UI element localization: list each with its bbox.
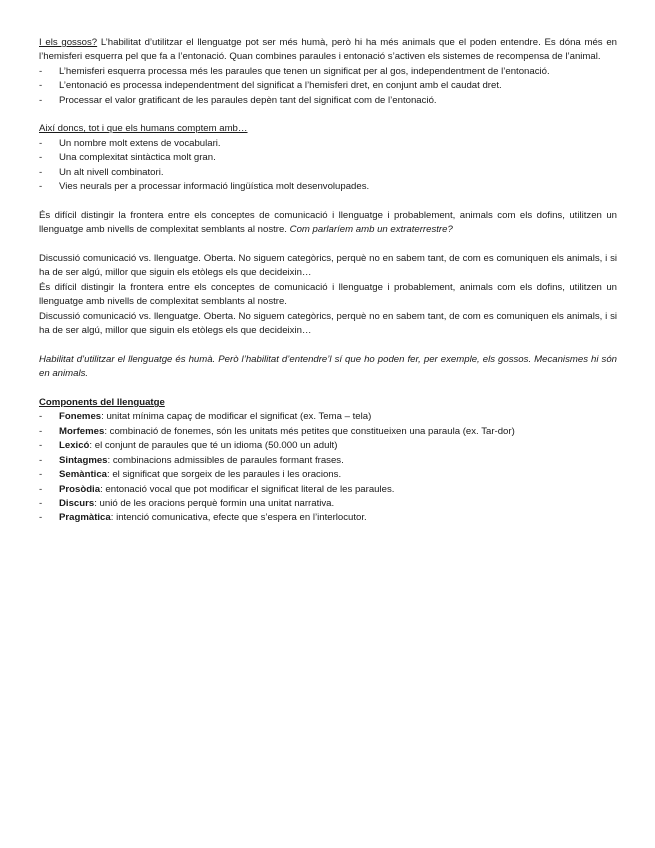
- bullet-dash: -: [39, 152, 43, 164]
- list-item-text: Una complexitat sintàctica molt gran.: [59, 152, 216, 164]
- list-item-text: L’hemisferi esquerra processa més les paraules que tenen un significat per al gos, independentment de l’entonació.: [59, 65, 550, 77]
- list-item: [39, 94, 617, 108]
- component-term: Prosòdia: [59, 483, 101, 495]
- document-page: [39, 36, 617, 526]
- list-item-text: Vies neurals per a processar informació lingüística molt desenvolupades.: [59, 181, 370, 193]
- frontier-question: Com parlaríem amb un extraterrestre?: [289, 224, 453, 236]
- frontier-paragraph-repeat: És difícil distingir la frontera entre els conceptes de comunicació i llenguatge i probablement, animals com els dofins, utilitzen un llenguatge amb nivells de complexitat semblants al nostre.: [39, 281, 617, 308]
- list-item: [39, 425, 617, 439]
- list-item: [39, 137, 617, 151]
- bullet-dash: -: [39, 440, 43, 452]
- list-item: [39, 439, 617, 453]
- component-definition: : intenció comunicativa, efecte que s’espera en l’interlocutor.: [110, 512, 367, 524]
- frontier-text: És difícil distingir la frontera entre els conceptes de comunicació i llenguatge i probablement, animals com els dofins, utilitzen un llenguatge amb nivells de complexitat semblants al nostre.: [39, 209, 617, 236]
- list-item: [39, 497, 617, 511]
- list-item-text: Processar el valor gratificant de les paraules depèn tant del significat com de l’entonació.: [59, 94, 437, 106]
- bullet-dash: -: [39, 181, 43, 193]
- component-definition: : combinació de fonemes, són les unitats més petites que constitueixen una paraula (ex. Tar-dor): [104, 425, 515, 437]
- component-definition: : entonació vocal que pot modificar el significat literal de les paraules.: [100, 483, 395, 495]
- discussion-paragraph-2: Discussió comunicació vs. llenguatge. Oberta. No siguem categòrics, perquè no en sabem tant, de com es comuniquen els animals, i si ha de ser algú, millor que siguin els etòlegs els que decideixin…: [39, 310, 617, 337]
- bullet-dash: -: [39, 411, 43, 423]
- list-item-text: L’entonació es processa independentment del significat a l’hemisferi dret, en conjunt amb el caudat dret.: [59, 80, 502, 92]
- list-item: [39, 483, 617, 497]
- frontier-paragraph: [39, 209, 617, 238]
- component-term: Sintagmes: [59, 454, 108, 466]
- bullet-dash: -: [39, 94, 43, 106]
- list-item: [39, 180, 617, 194]
- component-term: Pragmàtica: [59, 512, 111, 524]
- humans-heading-paragraph: [39, 122, 617, 136]
- component-term: Discurs: [59, 497, 95, 509]
- list-item: [39, 166, 617, 180]
- bullet-dash: -: [39, 65, 43, 77]
- component-term: Fonemes: [59, 411, 102, 423]
- discussion-paragraph-1: Discussió comunicació vs. llenguatge. Oberta. No siguem categòrics, perquè no en sabem tant, de com es comuniquen els animals, i si ha de ser algú, millor que siguin els etòlegs els que decideixin…: [39, 253, 617, 279]
- bullet-dash: -: [39, 425, 43, 437]
- component-definition: : el conjunt de paraules que té un idioma (50.000 un adult): [89, 440, 338, 452]
- list-item-text: Un alt nivell combinatori.: [59, 166, 164, 178]
- bullet-dash: -: [39, 512, 43, 524]
- component-definition: : el significat que sorgeix de les paraules i les oracions.: [107, 469, 342, 481]
- humans-list: [39, 137, 617, 195]
- components-heading-paragraph: [39, 396, 617, 410]
- component-term: Morfemes: [59, 425, 105, 437]
- list-item: [39, 79, 617, 93]
- bullet-dash: -: [39, 80, 43, 92]
- dogs-list: [39, 65, 617, 108]
- component-definition: : unitat mínima capaç de modificar el significat (ex. Tema – tela): [101, 411, 372, 423]
- list-item: [39, 511, 617, 525]
- dogs-intro-paragraph: [39, 36, 617, 65]
- component-term: Lexicó: [59, 440, 90, 452]
- bullet-dash: -: [39, 483, 43, 495]
- bullet-dash: -: [39, 166, 43, 178]
- list-item: [39, 454, 617, 468]
- components-list: [39, 410, 617, 525]
- components-heading: Components del llenguatge: [39, 397, 165, 409]
- component-definition: : combinacions admissibles de paraules formant frases.: [107, 454, 344, 466]
- list-item: [39, 151, 617, 165]
- dogs-intro-text: L’habilitat d’utilitzar el llenguatge pot ser més humà, però hi ha més animals que el poden entendre. Es dóna més en l’hemisferi esquerra pel que fa a l’entonació. Quan combines paraules i entonació s’activen els sistemes de recompensa de l’animal.: [39, 37, 618, 63]
- bullet-dash: -: [39, 469, 43, 481]
- ability-note: Habilitat d’utilitzar el llenguatge és humà. Però l’habilitat d’entendre’l sí que ho poden fer, per exemple, els gossos. Mecanismes hi són en animals.: [39, 353, 617, 380]
- component-definition: : unió de les oracions perquè formin una unitat narrativa.: [94, 497, 335, 509]
- bullet-dash: -: [39, 137, 43, 149]
- list-item: [39, 468, 617, 482]
- list-item: [39, 410, 617, 424]
- list-item: [39, 65, 617, 79]
- list-item-text: Un nombre molt extens de vocabulari.: [59, 137, 221, 149]
- bullet-dash: -: [39, 454, 43, 466]
- humans-heading: Així doncs, tot i que els humans comptem amb…: [39, 123, 248, 135]
- component-term: Semàntica: [59, 469, 107, 481]
- dogs-heading: I els gossos?: [39, 37, 98, 48]
- bullet-dash: -: [39, 497, 43, 509]
